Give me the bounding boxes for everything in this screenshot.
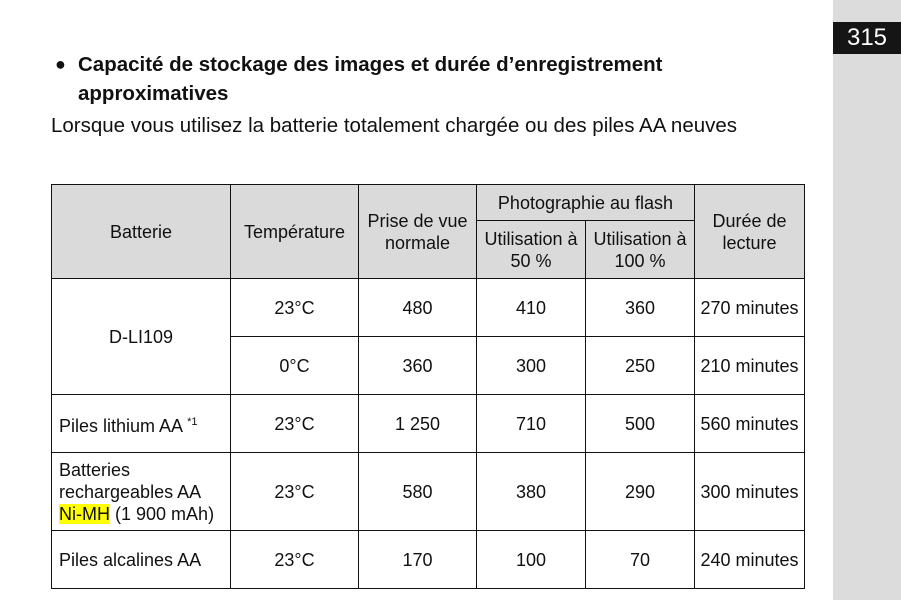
cell-normal: 360 [359,337,477,395]
battery-dli109: D-LI109 [52,279,231,395]
cell-flash-100: 290 [586,453,695,531]
header-normal-shooting: Prise de vue normale [359,185,477,279]
battery-lithium-label: Piles lithium AA [59,415,183,436]
cell-flash-50: 380 [477,453,586,531]
cell-flash-50: 300 [477,337,586,395]
cell-flash-100: 500 [586,395,695,453]
battery-lithium [52,395,231,453]
cell-playback: 560 minutes [695,395,805,453]
cell-temperature: 23°C [231,279,359,337]
page-number: 315 [833,22,901,54]
cell-flash-50: 710 [477,395,586,453]
header-flash-100: Utilisation à 100 % [586,221,695,279]
header-flash-group: Photographie au flash [477,185,695,221]
cell-temperature: 23°C [231,395,359,453]
cell-flash-100: 70 [586,531,695,589]
cell-playback: 210 minutes [695,337,805,395]
table-row [52,453,805,531]
highlighted-text: Ni-MH [59,503,110,524]
cell-normal: 170 [359,531,477,589]
header-flash-50: Utilisation à 50 % [477,221,586,279]
cell-flash-100: 250 [586,337,695,395]
battery-alkaline: Piles alcalines AA [52,531,231,589]
table-row [52,395,805,453]
table-row [52,531,805,589]
battery-nimh [52,453,231,531]
cell-playback: 270 minutes [695,279,805,337]
cell-temperature: 0°C [231,337,359,395]
page-sidebar [833,0,901,600]
cell-normal: 1 250 [359,395,477,453]
bullet-icon: ● [55,54,66,74]
header-battery: Batterie [52,185,231,279]
cell-temperature: 23°C [231,531,359,589]
footnote-marker: *1 [187,415,198,428]
cell-temperature: 23°C [231,453,359,531]
cell-flash-50: 100 [477,531,586,589]
cell-normal: 580 [359,453,477,531]
cell-flash-50: 410 [477,279,586,337]
section-heading [55,50,755,108]
header-playback: Durée de lecture [695,185,805,279]
section-heading-text: Capacité de stockage des images et durée d’enregistrement approximatives [78,53,663,105]
battery-nimh-capacity: (1 900 mAh) [115,503,215,524]
cell-flash-100: 360 [586,279,695,337]
cell-playback: 240 minutes [695,531,805,589]
cell-normal: 480 [359,279,477,337]
header-temperature: Température [231,185,359,279]
capacity-table [51,184,805,589]
battery-nimh-label: Batteries rechargeables AA [59,459,202,502]
cell-playback: 300 minutes [695,453,805,531]
intro-text: Lorsque vous utilisez la batterie totalement chargée ou des piles AA neuves [51,114,738,137]
table-row [52,279,805,337]
